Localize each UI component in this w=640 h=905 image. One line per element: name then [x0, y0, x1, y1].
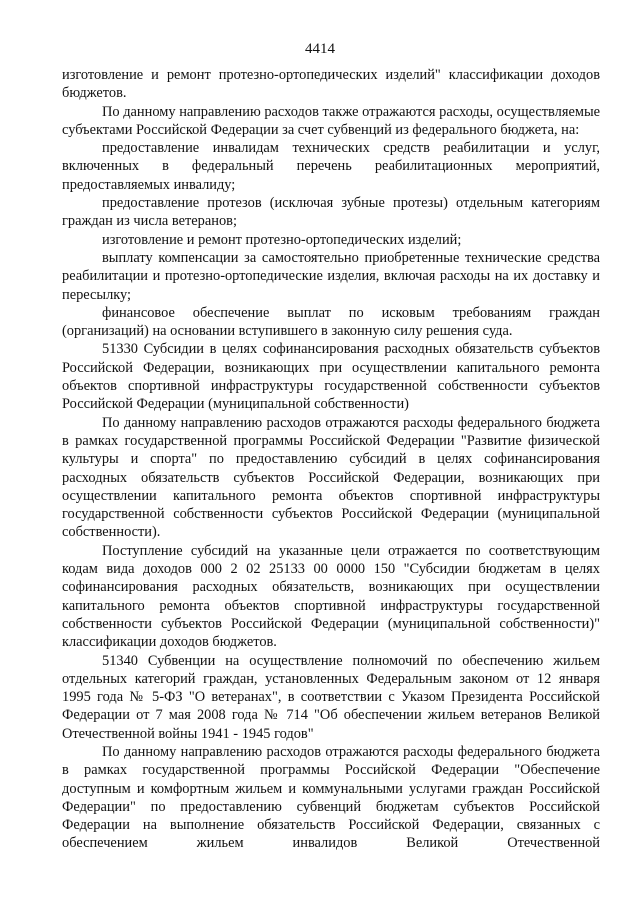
list-item: финансовое обеспечение выплат по исковым требованиям граждан (организаций) на основании вступившего в законную силу решения суда.: [62, 304, 600, 340]
list-item: выплату компенсации за самостоятельно приобретенные технические средства реабилитации и протезно-ортопедические изделия, включая расходы на их доставку и пересылку;: [62, 249, 600, 303]
list-item: предоставление инвалидам технических средств реабилитации и услуг, включенных в федеральный перечень реабилитационных мероприятий, предоставляемых инвалиду;: [62, 140, 600, 193]
document-body: [62, 66, 600, 853]
section-heading: 51330 Субсидии в целях софинансирования расходных обязательств субъектов Российской Федерации, возникающих при осуществлении капитального ремонта объектов спортивной инфраструктуры государственной собственности субъектов Российской Федерации (муниципальной собственности): [62, 341, 600, 413]
list-item: предоставление протезов (исключая зубные протезы) отдельным категориям граждан из числа ветеранов;: [62, 195, 600, 230]
paragraph: По данному направлению расходов отражаются расходы федерального бюджета в рамках государственной программы Российской Федерации "Развитие физической культуры и спорта" по предоставлению субсидий в целях софинансирования расходных обязательств субъектов Российской Федерации, возникающих при осуществлении капитального ремонта объектов спортивной инфраструктуры государственной собственности субъектов Российской Федерации (муниципальной собственности).: [62, 414, 600, 541]
paragraph: Поступление субсидий на указанные цели отражается по соответствующим кодам вида доходов 000 2 02 25133 00 0000 150 "Субсидии бюджетам в целях софинансирования расходных обязательств, возникающих при осуществлении капитального ремонта объектов спортивной инфраструктуры государственной собственности субъектов Российской Федерации (муниципальной собственности)" классификации доходов бюджетов.: [62, 542, 600, 651]
paragraph-continuation: изготовление и ремонт протезно-ортопедических изделий" классификации доходов бюджетов.: [62, 67, 600, 102]
paragraph: По данному направлению расходов отражаются расходы федерального бюджета в рамках государственной программы Российской Федерации "Обеспечение доступным и комфортным жильем и коммунальными услугами граждан Российской Федерации" по предоставлению субвенций бюджетам субъектов Российской Федерации на выполнение обязательств Российской Федерации, связанных с обеспечением жильем инвалидов Великой Отечественной: [62, 743, 600, 852]
paragraph: По данному направлению расходов также отражаются расходы, осуществляемые субъектами Российской Федерации за счет субвенций из федерального бюджета, на:: [62, 103, 600, 138]
list-item: изготовление и ремонт протезно-ортопедических изделий;: [102, 231, 462, 248]
section-heading: 51340 Субвенции на осуществление полномочий по обеспечению жильем отдельных категорий граждан, установленных Федеральным законом от 12 января 1995 года № 5-ФЗ "О ветеранах", в соответствии с Указом Президента Российской Федерации от 7 мая 2008 года № 714 "Об обеспечении жильем ветеранов Великой Отечественной войны 1941 - 1945 годов": [62, 652, 600, 742]
page-number: 4414: [305, 41, 335, 57]
